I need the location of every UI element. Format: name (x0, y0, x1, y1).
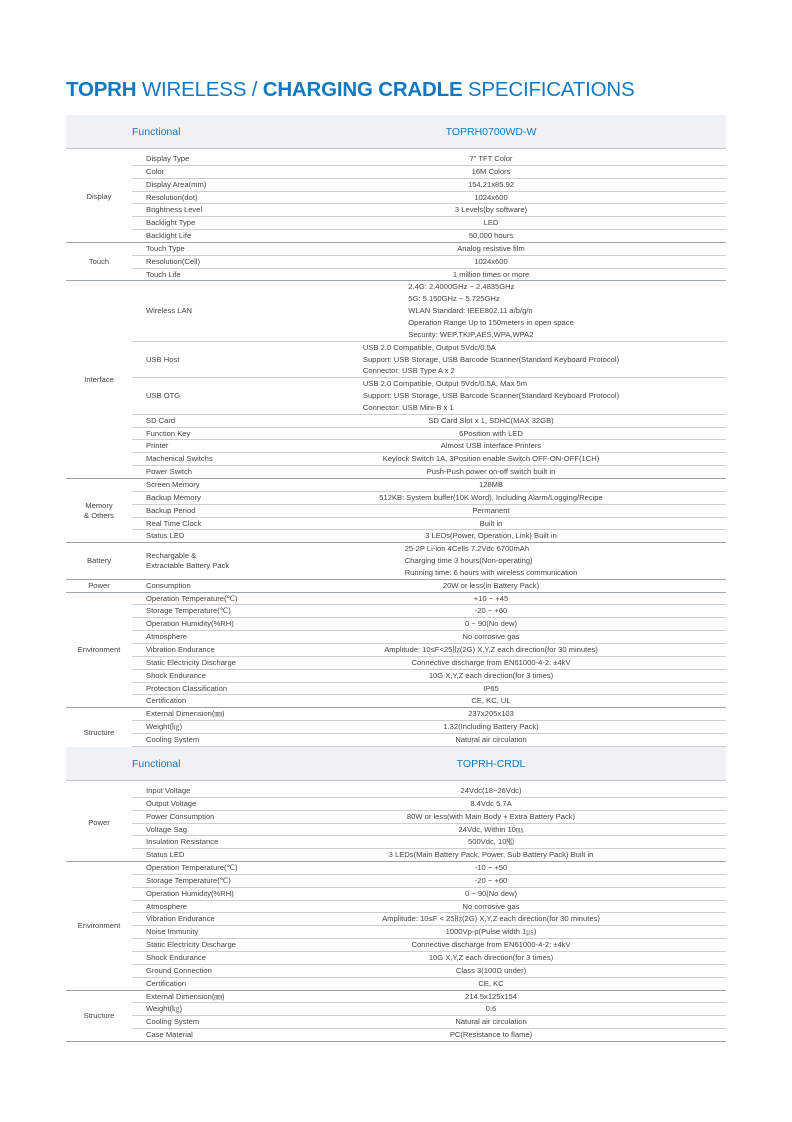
spec-key: Output Voltage (132, 797, 256, 810)
table-row (66, 453, 726, 466)
table-row (66, 153, 726, 165)
table-row (66, 378, 726, 415)
table-row (66, 268, 726, 281)
spec-value: -10 ~ +50 (256, 862, 726, 875)
spec-key: Consumption (132, 579, 256, 592)
table-row (66, 862, 726, 875)
category-label: Battery (66, 543, 132, 580)
table-row (66, 926, 726, 939)
spec-key: Backup Period (132, 504, 256, 517)
spec-key: Ground Connection (132, 964, 256, 977)
spec-value-line: Operation Range Up to 150meters in open space (408, 317, 574, 327)
table-row (66, 242, 726, 255)
spec-key: Case Material (132, 1029, 256, 1042)
table-row (66, 466, 726, 479)
spec-value: 500Vdc, 10㏁ (256, 836, 726, 849)
spec-key: Atmosphere (132, 631, 256, 644)
spec-key: Operation Humidity(%RH) (132, 618, 256, 631)
table-row (66, 427, 726, 440)
table-row (66, 643, 726, 656)
table-row (66, 592, 726, 605)
spec-key: Printer (132, 440, 256, 453)
table-row (66, 823, 726, 836)
spec-key: Rechargable & Extractable Battery Pack (132, 543, 256, 580)
spec-value-line: Support: USB Storage, USB Barcode Scanner(Standard Keyboard Protocol) (362, 391, 620, 401)
spec-value-line: Running time: 6 hours with wireless communication (404, 567, 578, 577)
spec-value-line: 5G: 5.150GHz ~ 5.725GHz (408, 294, 500, 304)
category-label: Environment (66, 862, 132, 990)
category-label: Memory & Others (66, 479, 132, 543)
spec-value: 1024x600 (256, 191, 726, 204)
spec-key: Real Time Clock (132, 517, 256, 530)
category-label: Power (66, 579, 132, 592)
spec-value: 512KB: System buffer(10K Word), Including Alarm/Logging/Recipe (256, 491, 726, 504)
spec-key: Certification (132, 695, 256, 708)
table-row (66, 733, 726, 746)
spec-value: 1024x600 (256, 255, 726, 268)
spec-key: Weight(㎏) (132, 721, 256, 734)
spec-key: Resolution(Cell) (132, 255, 256, 268)
table-row (66, 217, 726, 230)
spec-value: 3 LEDs(Power, Operation, Link) Built in (256, 530, 726, 543)
table-row (66, 543, 726, 580)
spec-key: External Dimension(㎜) (132, 708, 256, 721)
spec-value: Amplitude: 10≤F < 25㎐(2G) X,Y,Z each direction(for 30 minutes) (256, 913, 726, 926)
spec-value: 0.6 (256, 1003, 726, 1016)
spec-value: 10G X,Y,Z each direction(for 3 times) (256, 669, 726, 682)
spec-value: 80W or less(with Main Body + Extra Battery Pack) (256, 810, 726, 823)
table-row (66, 797, 726, 810)
spec-value-line: WLAN Standard: IEEE802.11 a/b/g/n (408, 306, 533, 316)
category-label: Power (66, 785, 132, 862)
spec-key: Protection Classification (132, 682, 256, 695)
spec-value: No corrosive gas (256, 900, 726, 913)
table-row (66, 721, 726, 734)
spec-value: 237x205x103 (256, 708, 726, 721)
spec-table-terminal (66, 115, 726, 760)
spec-value: Push-Push power on-off switch built in (256, 466, 726, 479)
spec-value: Keylock Switch 1A, 3Position enable Switch OFF-ON-OFF(1CH) (256, 453, 726, 466)
spec-value: Natural air circulation (256, 1016, 726, 1029)
spec-value: CE, KC, UL (256, 695, 726, 708)
spec-value-line: 2.4G: 2.4000GHz ~ 2.4835GHz (408, 282, 515, 292)
spec-key: Touch Type (132, 242, 256, 255)
table-row (66, 874, 726, 887)
spec-value: Built in (256, 517, 726, 530)
table-row (66, 281, 726, 341)
spec-value-line: USB 2.0 Compatible, Output 5Vdc/0.5A, Max 5m (362, 379, 528, 389)
spec-key: Display Type (132, 153, 256, 165)
table-row (66, 990, 726, 1003)
spec-key: Operation Temperature(℃) (132, 592, 256, 605)
table-row (66, 178, 726, 191)
spec-key: Noise Immunity (132, 926, 256, 939)
spec-key: Machenical Switchs (132, 453, 256, 466)
spec-key: External Dimension(㎜) (132, 990, 256, 1003)
spec-value: No corrosive gas (256, 631, 726, 644)
table-row (66, 341, 726, 378)
table-row (66, 951, 726, 964)
spec-value: 3 Levels(by software) (256, 204, 726, 217)
spec-key: Backlight Type (132, 217, 256, 230)
spec-value: 10G X,Y,Z each direction(for 3 times) (256, 951, 726, 964)
table-row (66, 414, 726, 427)
spec-value (256, 378, 726, 415)
table-row (66, 913, 726, 926)
page-title (66, 78, 634, 102)
category-label: Structure (66, 990, 132, 1041)
spec-key: Status LED (132, 530, 256, 543)
table-row (66, 810, 726, 823)
spec-value-line: Connector: USB Type A x 2 (362, 366, 455, 376)
title-part2: SPECIFICATIONS (462, 78, 635, 101)
category-label: Interface (66, 281, 132, 479)
spec-key: Brightness Level (132, 204, 256, 217)
spec-key: Voltage Sag (132, 823, 256, 836)
spec-key: Backup Memory (132, 491, 256, 504)
table-header (66, 747, 726, 781)
spec-key: Vibration Endurance (132, 913, 256, 926)
spec-key: Power Switch (132, 466, 256, 479)
spec-value-line: Security: WEP,TKIP,AES,WPA,WPA2 (408, 329, 534, 339)
spec-value: Almost USB interface Printers (256, 440, 726, 453)
spec-value (256, 341, 726, 378)
table-row (66, 530, 726, 543)
spec-value: Connective discharge from EN61000-4-2: ±4kV (256, 656, 726, 669)
spec-key: Touch Life (132, 268, 256, 281)
table-row (66, 900, 726, 913)
table-row (66, 939, 726, 952)
spec-key: Weight(㎏) (132, 1003, 256, 1016)
spec-table-cradle (66, 747, 726, 1042)
spec-value: Permanent (256, 504, 726, 517)
spec-value: 6Position with LED (256, 427, 726, 440)
spec-key: Power Consumption (132, 810, 256, 823)
category-label: Display (66, 153, 132, 242)
table-row (66, 255, 726, 268)
table-row (66, 579, 726, 592)
spec-value: SD Card Slot x 1, SDHC(MAX 32GB) (256, 414, 726, 427)
spec-key: Insulation Resistance (132, 836, 256, 849)
table-row (66, 230, 726, 243)
spec-key: Atmosphere (132, 900, 256, 913)
spec-key: Storage Temperature(℃) (132, 874, 256, 887)
spec-value: Connective discharge from EN61000-4-2: ±4kV (256, 939, 726, 952)
spec-key: Static Electricity Discharge (132, 656, 256, 669)
table-row (66, 440, 726, 453)
table-row (66, 849, 726, 862)
table-row (66, 785, 726, 797)
spec-value-line: Connector: USB Mini-B x 1 (362, 402, 454, 412)
spec-key: Vibration Endurance (132, 643, 256, 656)
table-row (66, 517, 726, 530)
spec-key: Certification (132, 977, 256, 990)
spec-value: 214.5x125x154 (256, 990, 726, 1003)
spec-value-line: Support: USB Storage, USB Barcode Scanner(Standard Keyboard Protocol) (362, 354, 620, 364)
table-row (66, 631, 726, 644)
table-row (66, 618, 726, 631)
spec-value: LED (256, 217, 726, 230)
category-label: Structure (66, 708, 132, 759)
spec-value: Analog resistive film (256, 242, 726, 255)
spec-value-line: 25-2P Li-ion 4Cells 7.2Vdc 6700mAh (404, 544, 530, 554)
table-row (66, 504, 726, 517)
spec-value: 128MB (256, 479, 726, 492)
spec-key: Input Voltage (132, 785, 256, 797)
table-row (66, 682, 726, 695)
spec-key: Status LED (132, 849, 256, 862)
table-row (66, 204, 726, 217)
table-row (66, 165, 726, 178)
spec-key: Wireless LAN (132, 281, 256, 341)
spec-value: 20W or less(in Battery Pack) (256, 579, 726, 592)
table-row (66, 191, 726, 204)
table-header (66, 115, 726, 149)
spec-value: 8.4Vdc 5.7A (256, 797, 726, 810)
spec-key: Backlight Life (132, 230, 256, 243)
spec-value (256, 281, 726, 341)
spec-key: Static Electricity Discharge (132, 939, 256, 952)
header-functional: Functional (66, 747, 256, 781)
header-model: TOPRH-CRDL (256, 747, 726, 781)
spec-key: Operation Temperature(℃) (132, 862, 256, 875)
spec-key: Cooling System (132, 733, 256, 746)
spec-key: SD Card (132, 414, 256, 427)
spec-key: Resolution(dot) (132, 191, 256, 204)
spec-value: 154.21x85.92 (256, 178, 726, 191)
table-row (66, 977, 726, 990)
spec-value: 0 ~ 90(No dew) (256, 618, 726, 631)
spec-value: CE, KC (256, 977, 726, 990)
spec-value: 50,000 hours (256, 230, 726, 243)
spec-value: 24Vdc, Within 10㎳ (256, 823, 726, 836)
title-part1: WIRELESS / (136, 78, 263, 101)
spec-value (256, 543, 726, 580)
spec-value: Amplitude: 10≤F<25㎐(2G) X,Y,Z each direction(for 30 minutes) (256, 643, 726, 656)
spec-key: Operation Humidity(%RH) (132, 887, 256, 900)
spec-key: USB OTG (132, 378, 256, 415)
spec-value: 24Vdc(18~26Vdc) (256, 785, 726, 797)
table-row (66, 605, 726, 618)
header-functional: Functional (66, 115, 256, 149)
table-row (66, 491, 726, 504)
spec-key: Screen Memory (132, 479, 256, 492)
header-model: TOPRH0700WD-W (256, 115, 726, 149)
spec-value-line: USB 2.0 Compatible, Output 5Vdc/0.5A (362, 342, 496, 352)
table-row (66, 1029, 726, 1042)
spec-value: 1.32(Including Battery Pack) (256, 721, 726, 734)
table-row (66, 887, 726, 900)
spec-key: Shock Endurance (132, 669, 256, 682)
table-row (66, 656, 726, 669)
spec-key: USB Host (132, 341, 256, 378)
spec-key: Color (132, 165, 256, 178)
spec-key: Storage Temperature(℃) (132, 605, 256, 618)
spec-value: 1000Vp-p(Pulse width 1㎲) (256, 926, 726, 939)
spec-value: 16M Colors (256, 165, 726, 178)
table-row (66, 479, 726, 492)
category-label: Environment (66, 592, 132, 708)
spec-key: Shock Endurance (132, 951, 256, 964)
spec-value: IP65 (256, 682, 726, 695)
spec-value: 1 million times or more (256, 268, 726, 281)
table-row (66, 836, 726, 849)
spec-value: 3 LEDs(Main Battery Pack, Power, Sub Battery Pack) Built in (256, 849, 726, 862)
spec-key: Function Key (132, 427, 256, 440)
table-row (66, 669, 726, 682)
spec-value: -20 ~ +60 (256, 874, 726, 887)
title-bold2: CHARGING CRADLE (262, 78, 463, 101)
table-row (66, 1003, 726, 1016)
table-row (66, 695, 726, 708)
spec-key: Cooling System (132, 1016, 256, 1029)
title-brand: TOPRH (66, 78, 137, 101)
table-row (66, 1016, 726, 1029)
spec-value-line: Charging time 3 hours(Non-operating) (404, 556, 533, 566)
spec-value: Class 3(100Ω under) (256, 964, 726, 977)
category-label: Touch (66, 242, 132, 281)
spec-value: -20 ~ +60 (256, 605, 726, 618)
spec-value: 7" TFT Color (256, 153, 726, 165)
table-row (66, 964, 726, 977)
spec-key: Display Area(mm) (132, 178, 256, 191)
spec-value: Natural air circulation (256, 733, 726, 746)
spec-value: +10 ~ +45 (256, 592, 726, 605)
table-row (66, 708, 726, 721)
spec-value: PC(Resistance to flame) (256, 1029, 726, 1042)
spec-value: 0 ~ 90(No dew) (256, 887, 726, 900)
